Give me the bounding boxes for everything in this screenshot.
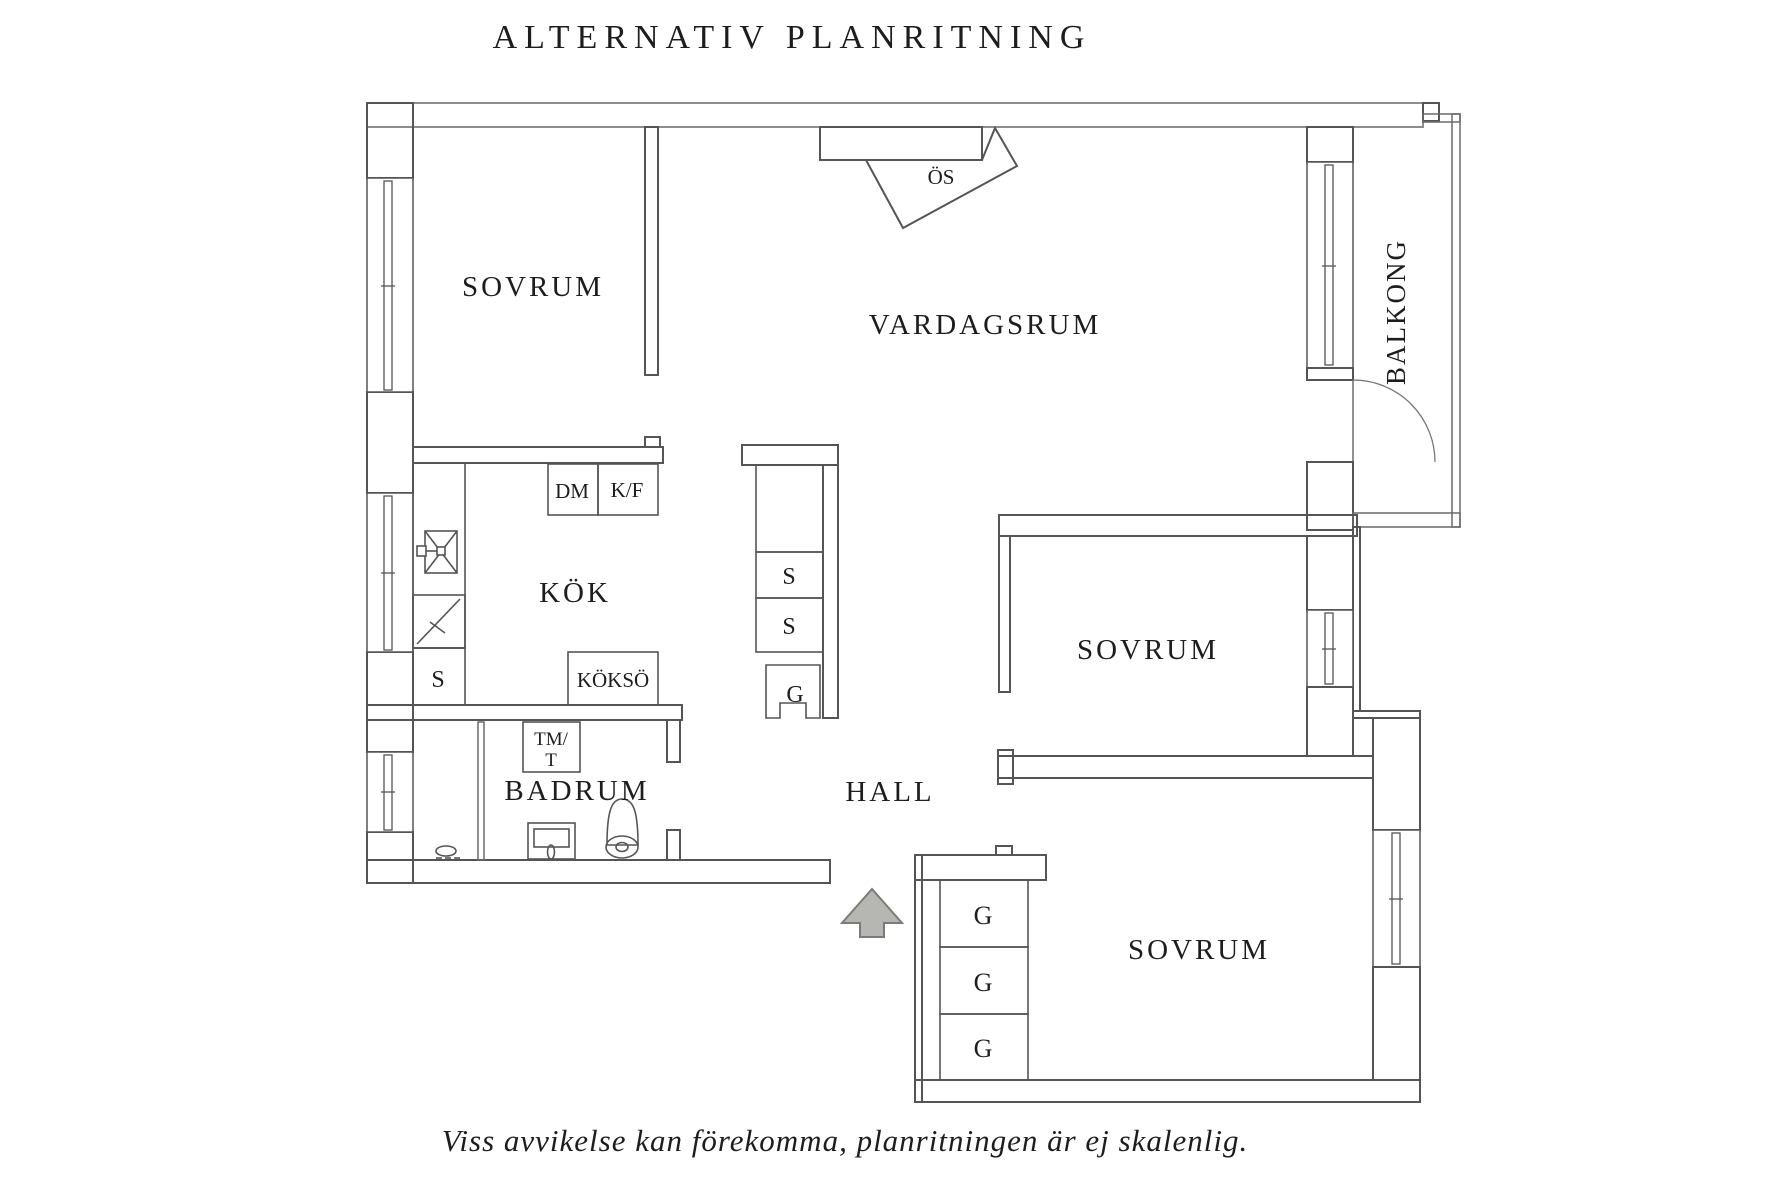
label-washer-line2: T — [545, 750, 557, 771]
room-label-hall: HALL — [845, 776, 935, 808]
label-closet-g3: G — [973, 1034, 993, 1063]
room-label-vardagsrum: VARDAGSRUM — [868, 309, 1102, 341]
chimney-recess — [820, 127, 982, 160]
balcony-rail — [1452, 114, 1460, 527]
window-sovrum-top — [367, 178, 413, 392]
floor-drain-icon — [436, 846, 460, 858]
label-fridge-freezer: K/F — [610, 478, 644, 502]
label-washer-line1: TM/ — [534, 729, 568, 750]
label-closet-s1: S — [782, 564, 796, 590]
basin-icon — [528, 823, 575, 859]
room-label-kok: KÖK — [539, 577, 611, 609]
room-label-sovrum-middle: SOVRUM — [1076, 634, 1220, 666]
stove-icon — [413, 595, 465, 648]
balcony-door-arc — [1353, 380, 1435, 462]
entry-arrow-icon — [842, 889, 902, 937]
closet-box — [756, 465, 823, 552]
room-label-balkong: BALKONG — [1381, 239, 1411, 385]
label-pantry: S — [431, 667, 445, 693]
left-windows — [367, 178, 413, 832]
label-closet-s2: S — [782, 614, 796, 640]
fireplace — [820, 127, 1017, 228]
room-label-badrum: BADRUM — [504, 775, 650, 807]
label-closet-g-hall: G — [786, 682, 804, 708]
label-kitchen-island: KÖKSÖ — [576, 668, 650, 692]
room-label-sovrum-bottom: SOVRUM — [1127, 934, 1271, 966]
label-fireplace: ÖS — [927, 165, 955, 189]
toilet-icon — [606, 799, 638, 858]
outer-walls — [367, 103, 1439, 883]
label-closet-g2: G — [973, 968, 993, 997]
label-dishwasher: DM — [555, 479, 589, 503]
page-title: ALTERNATIV PLANRITNING — [492, 19, 1092, 56]
window-balkong — [1307, 162, 1353, 368]
sink-icon — [417, 531, 457, 573]
shower-partition — [478, 722, 484, 860]
label-closet-g1: G — [973, 901, 993, 930]
footnote: Viss avvikelse kan förekomma, planritningen är ej skalenlig. — [441, 1123, 1249, 1158]
room-label-sovrum-top: SOVRUM — [461, 271, 605, 303]
